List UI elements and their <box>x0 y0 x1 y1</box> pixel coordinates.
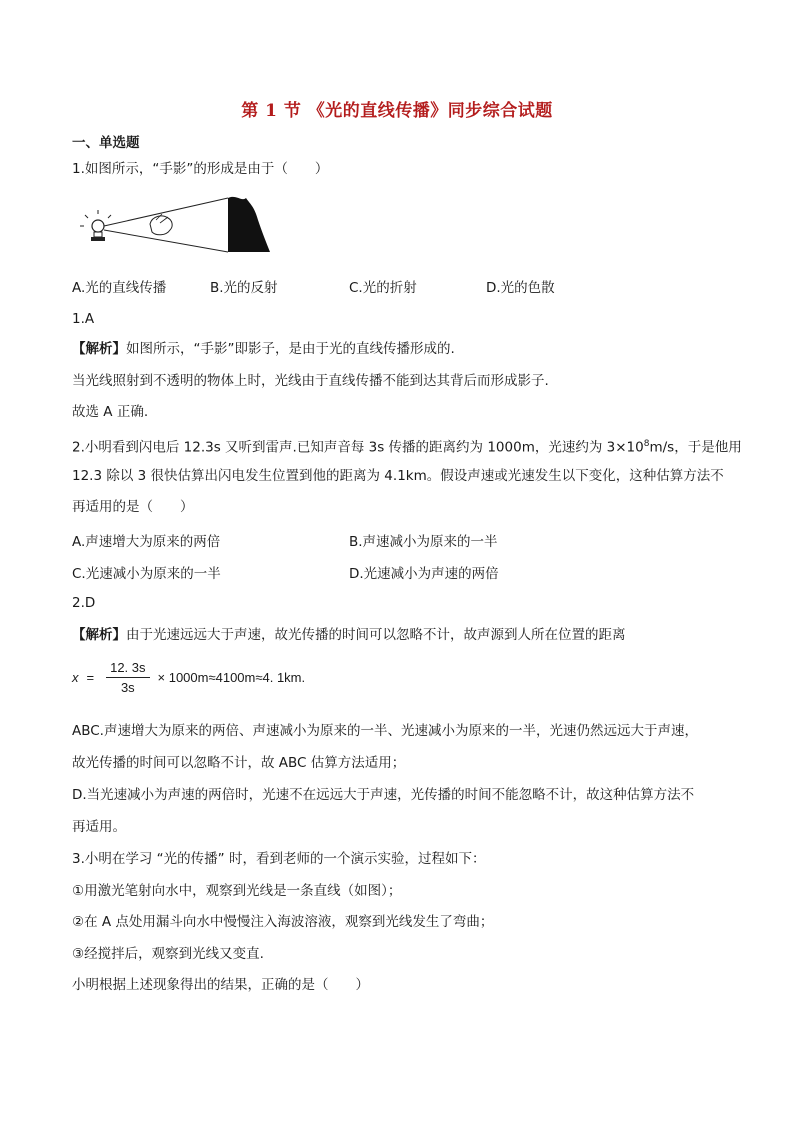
hand-icon <box>150 214 172 235</box>
q1-option-b: B.光的反射 <box>210 280 278 296</box>
q2-analysis-line-5: 再适用。 <box>72 819 126 835</box>
q1-option-c: C.光的折射 <box>349 280 417 296</box>
q3-question: 小明根据上述现象得出的结果，正确的是（ ） <box>72 977 369 993</box>
formula-equals: = <box>86 670 95 685</box>
formula-fraction <box>106 660 149 695</box>
shadow-shape <box>228 197 270 252</box>
distance-formula <box>72 660 305 695</box>
q2-option-d: D.光速减小为声速的两倍 <box>349 566 499 582</box>
formula-variable: x <box>72 670 79 685</box>
q1-analysis-line-3: 故选 A 正确. <box>72 404 149 420</box>
q1-option-d: D.光的色散 <box>486 280 555 296</box>
q2-option-b: B.声速减小为原来的一半 <box>349 534 498 550</box>
q2-answer: 2.D <box>72 595 96 611</box>
hand-shadow-figure <box>78 190 278 254</box>
q3-stem: 3.小明在学习 “光的传播” 时，看到老师的一个演示实验，过程如下： <box>72 851 486 867</box>
section-heading: 一、单选题 <box>72 135 140 151</box>
q3-step-1: ①用激光笔射向水中，观察到光线是一条直线（如图）； <box>72 883 402 899</box>
q3-step-3: ③经搅拌后，观察到光线又变直. <box>72 946 264 962</box>
q1-analysis-line-1: 【解析】如图所示，“手影”即影子，是由于光的直线传播形成的. <box>72 341 455 357</box>
formula-numerator: 12. 3s <box>106 660 149 678</box>
analysis-tag: 【解析】 <box>72 627 126 643</box>
page-title: 第 1 节 《光的直线传播》同步综合试题 <box>241 101 553 121</box>
q2-analysis-line-3: 故光传播的时间可以忽略不计，故 ABC 估算方法适用； <box>72 755 406 771</box>
analysis-tag: 【解析】 <box>72 341 126 357</box>
q2-option-c: C.光速减小为原来的一半 <box>72 566 221 582</box>
q1-option-a: A.光的直线传播 <box>72 280 167 296</box>
q3-step-2: ②在 A 点处用漏斗向水中慢慢注入海波溶液，观察到光线发生了弯曲； <box>72 914 494 930</box>
q2-stem-line-2: 12.3 除以 3 很快估算出闪电发生位置到他的距离为 4.1km。假设声速或光速发生以下变化，这种估算方法不 <box>72 468 724 484</box>
formula-rest: × 1000m≈4100m≈4. 1km. <box>157 670 306 685</box>
q2-analysis-line-1: 【解析】由于光速远远大于声速，故光传播的时间可以忽略不计，故声源到人所在位置的距离 <box>72 627 626 643</box>
q1-stem: 1.如图所示，“手影”的形成是由于（ ） <box>72 161 329 177</box>
q2-stem-line-3: 再适用的是（ ） <box>72 499 194 515</box>
q2-analysis-line-4: D.当光速减小为声速的两倍时，光速不在远远大于声速，光传播的时间不能忽略不计，故这种估算方法不 <box>72 787 695 803</box>
q1-analysis-line-2: 当光线照射到不透明的物体上时，光线由于直线传播不能到达其背后而形成影子. <box>72 373 549 389</box>
q2-option-a: A.声速增大为原来的两倍 <box>72 534 221 550</box>
q2-analysis-line-2: ABC.声速增大为原来的两倍、声速减小为原来的一半、光速减小为原来的一半，光速仍然远远大于声速， <box>72 723 698 739</box>
q2-stem-line-1: 2.小明看到闪电后 12.3s 又听到雷声.已知声音每 3s 传播的距离约为 1000m，光速约为 $3\times 10^8m/s$，于是他用 <box>72 439 742 456</box>
formula-denominator: 3s <box>120 680 135 695</box>
q1-answer: 1.A <box>72 311 95 327</box>
